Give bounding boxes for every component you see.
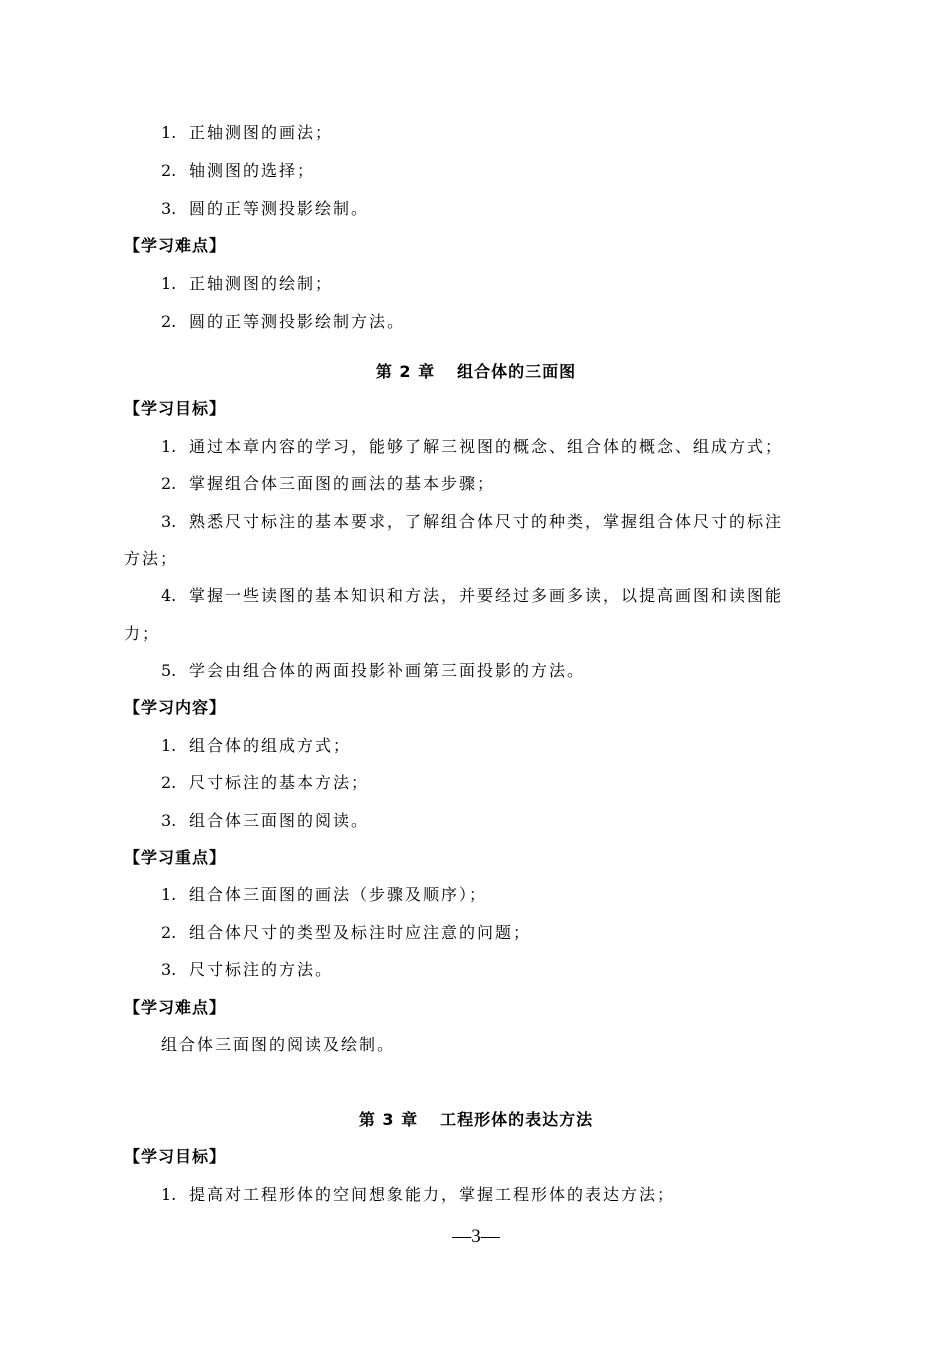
item-number: 2. bbox=[161, 312, 177, 331]
list-item bbox=[161, 436, 783, 458]
item-text: 圆的正等测投影绘制方法。 bbox=[189, 312, 406, 331]
chapter-name: 组合体的三面图 bbox=[457, 362, 577, 381]
chapter-number: 第 3 章 bbox=[358, 1110, 419, 1129]
item-number: 1. bbox=[161, 274, 177, 293]
item-text: 组合体三面图的阅读。 bbox=[189, 811, 370, 830]
paragraph-text: 组合体三面图的阅读及绘制。 bbox=[161, 1035, 396, 1054]
item-text: 掌握组合体三面图的画法的基本步骤； bbox=[189, 474, 496, 493]
list-item bbox=[161, 311, 405, 333]
item-text: 圆的正等测投影绘制。 bbox=[189, 199, 370, 218]
item-number: 2. bbox=[161, 474, 177, 493]
list-item bbox=[161, 922, 531, 944]
list-item bbox=[161, 772, 369, 794]
list-item bbox=[161, 660, 585, 682]
item-text: 正轴测图的画法； bbox=[189, 123, 334, 142]
item-text: 轴测图的选择； bbox=[189, 161, 316, 180]
item-number: 1. bbox=[161, 437, 177, 456]
section-heading-key: 【学习重点】 bbox=[124, 848, 227, 867]
item-text: 掌握一些读图的基本知识和方法，并要经过多画多读，以提高画图和读图能 bbox=[189, 586, 784, 605]
item-text: 尺寸标注的方法。 bbox=[189, 960, 334, 979]
list-item bbox=[161, 959, 333, 981]
item-text: 组合体三面图的画法（步骤及顺序）； bbox=[189, 885, 488, 904]
item-number: 4. bbox=[161, 586, 177, 605]
item-number: 1. bbox=[161, 736, 177, 755]
item-text: 尺寸标注的基本方法； bbox=[189, 773, 370, 792]
item-number: 2. bbox=[161, 923, 177, 942]
list-item bbox=[161, 585, 783, 607]
chapter-name: 工程形体的表达方法 bbox=[440, 1110, 594, 1129]
item-text-continuation: 方法； bbox=[124, 549, 179, 568]
list-item bbox=[161, 122, 333, 144]
item-number: 3. bbox=[161, 811, 177, 830]
item-text: 组合体尺寸的类型及标注时应注意的问题； bbox=[189, 923, 532, 942]
page-number: —3— bbox=[452, 1226, 500, 1247]
item-number: 3. bbox=[161, 199, 177, 218]
item-text: 组合体的组成方式； bbox=[189, 736, 352, 755]
section-heading-goals: 【学习目标】 bbox=[124, 1147, 227, 1166]
list-item bbox=[161, 473, 495, 495]
item-number: 1. bbox=[161, 885, 177, 904]
list-item bbox=[161, 273, 333, 295]
item-text-continuation: 力； bbox=[124, 624, 161, 643]
item-number: 1. bbox=[161, 1185, 177, 1204]
list-item bbox=[161, 198, 369, 220]
item-number: 2. bbox=[161, 773, 177, 792]
list-item bbox=[161, 810, 369, 832]
list-item bbox=[161, 160, 315, 182]
list-item bbox=[161, 884, 487, 906]
section-heading-goals: 【学习目标】 bbox=[124, 399, 227, 418]
item-number: 5. bbox=[161, 661, 177, 680]
list-item bbox=[161, 511, 783, 533]
chapter-title bbox=[0, 361, 952, 383]
item-text: 提高对工程形体的空间想象能力，掌握工程形体的表达方法； bbox=[189, 1185, 676, 1204]
item-text: 正轴测图的绘制； bbox=[189, 274, 334, 293]
section-heading-content: 【学习内容】 bbox=[124, 698, 227, 717]
item-number: 3. bbox=[161, 960, 177, 979]
chapter-number: 第 2 章 bbox=[375, 362, 436, 381]
item-text: 熟悉尺寸标注的基本要求，了解组合体尺寸的种类，掌握组合体尺寸的标注 bbox=[189, 512, 784, 531]
section-heading-difficulty: 【学习难点】 bbox=[124, 236, 227, 255]
item-number: 3. bbox=[161, 512, 177, 531]
list-item bbox=[161, 1184, 675, 1206]
list-item bbox=[161, 735, 351, 757]
section-heading-difficulty: 【学习难点】 bbox=[124, 998, 227, 1017]
item-number: 1. bbox=[161, 123, 177, 142]
item-number: 2. bbox=[161, 161, 177, 180]
item-text: 学会由组合体的两面投影补画第三面投影的方法。 bbox=[189, 661, 586, 680]
item-text: 通过本章内容的学习，能够了解三视图的概念、组合体的概念、组成方式； bbox=[189, 437, 784, 456]
chapter-title bbox=[0, 1109, 952, 1131]
